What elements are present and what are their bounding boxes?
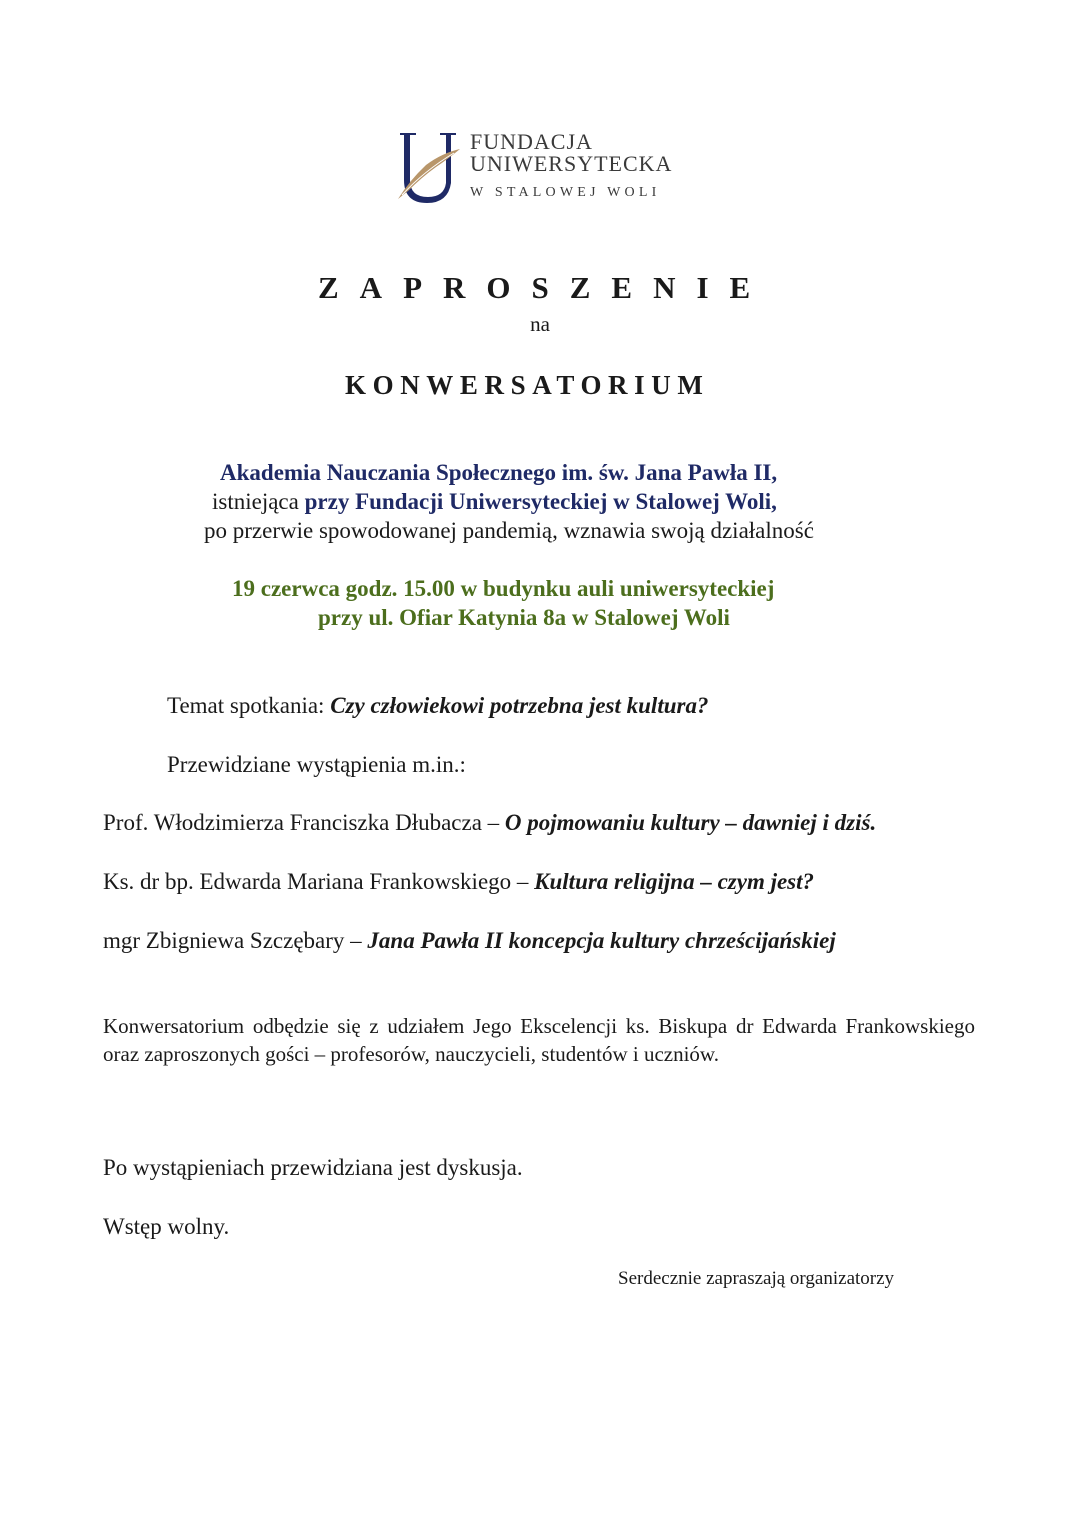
discussion-note: Po wystąpieniach przewidziana jest dyskusja. xyxy=(103,1155,523,1180)
speech-title: Kultura religijna – czym jest? xyxy=(534,869,815,894)
speech-speaker: mgr Zbigniewa Szczębary – xyxy=(103,928,368,953)
speech-item xyxy=(103,928,836,954)
meeting-topic xyxy=(167,693,708,719)
signature: Serdecznie zapraszają organizatorzy xyxy=(618,1268,895,1289)
topic-label: Temat spotkania: xyxy=(167,693,331,718)
logo-text-line2: UNIWERSYTECKA xyxy=(470,151,673,176)
topic-value: Czy człowiekowi potrzebna jest kultura? xyxy=(330,693,709,718)
speeches-intro: Przewidziane wystąpienia m.in.: xyxy=(167,752,466,777)
intro-line-2-bold: przy Fundacji Uniwersyteckiej w Stalowej Woli, xyxy=(304,489,777,514)
logo-text-line1: FUNDACJA xyxy=(470,129,593,154)
event-heading: KONWERSATORIUM xyxy=(345,370,710,400)
logo-text-line3: W STALOWEJ WOLI xyxy=(470,185,661,200)
logo-mark-icon xyxy=(390,125,470,210)
foundation-logo xyxy=(390,125,680,210)
intro-line-3: po przerwie spowodowanej pandemią, wznawia swoją działalność xyxy=(204,518,814,543)
speech-speaker: Ks. dr bp. Edwarda Mariana Frankowskiego – xyxy=(103,869,535,894)
invitation-title: ZAPROSZENIE xyxy=(318,270,772,305)
intro-line-1: Akademia Nauczania Społecznego im. św. Jana Pawła II, xyxy=(220,460,778,485)
entry-note: Wstęp wolny. xyxy=(103,1214,230,1239)
event-address-line: przy ul. Ofiar Katynia 8a w Stalowej Woli xyxy=(318,605,730,630)
intro-line-2-plain: istniejąca xyxy=(212,489,305,514)
speech-item xyxy=(103,810,876,836)
speech-title: O pojmowaniu kultury – dawniej i dziś. xyxy=(504,810,877,835)
event-date-line: 19 czerwca godz. 15.00 w budynku auli uniwersyteckiej xyxy=(232,576,775,601)
intro-line-2 xyxy=(212,489,777,515)
speech-item xyxy=(103,869,814,895)
participation-paragraph: Konwersatorium odbędzie się z udziałem Jego Ekscelencji ks. Biskupa dr Edwarda Frankowskiego oraz zaproszonych gości – profesorów, nauczycieli, studentów i uczniów. xyxy=(103,1014,975,1066)
subtitle-na: na xyxy=(530,312,550,336)
speech-speaker: Prof. Włodzimierza Franciszka Dłubacza – xyxy=(103,810,505,835)
speech-title: Jana Pawła II koncepcja kultury chrześcijańskiej xyxy=(367,928,836,953)
